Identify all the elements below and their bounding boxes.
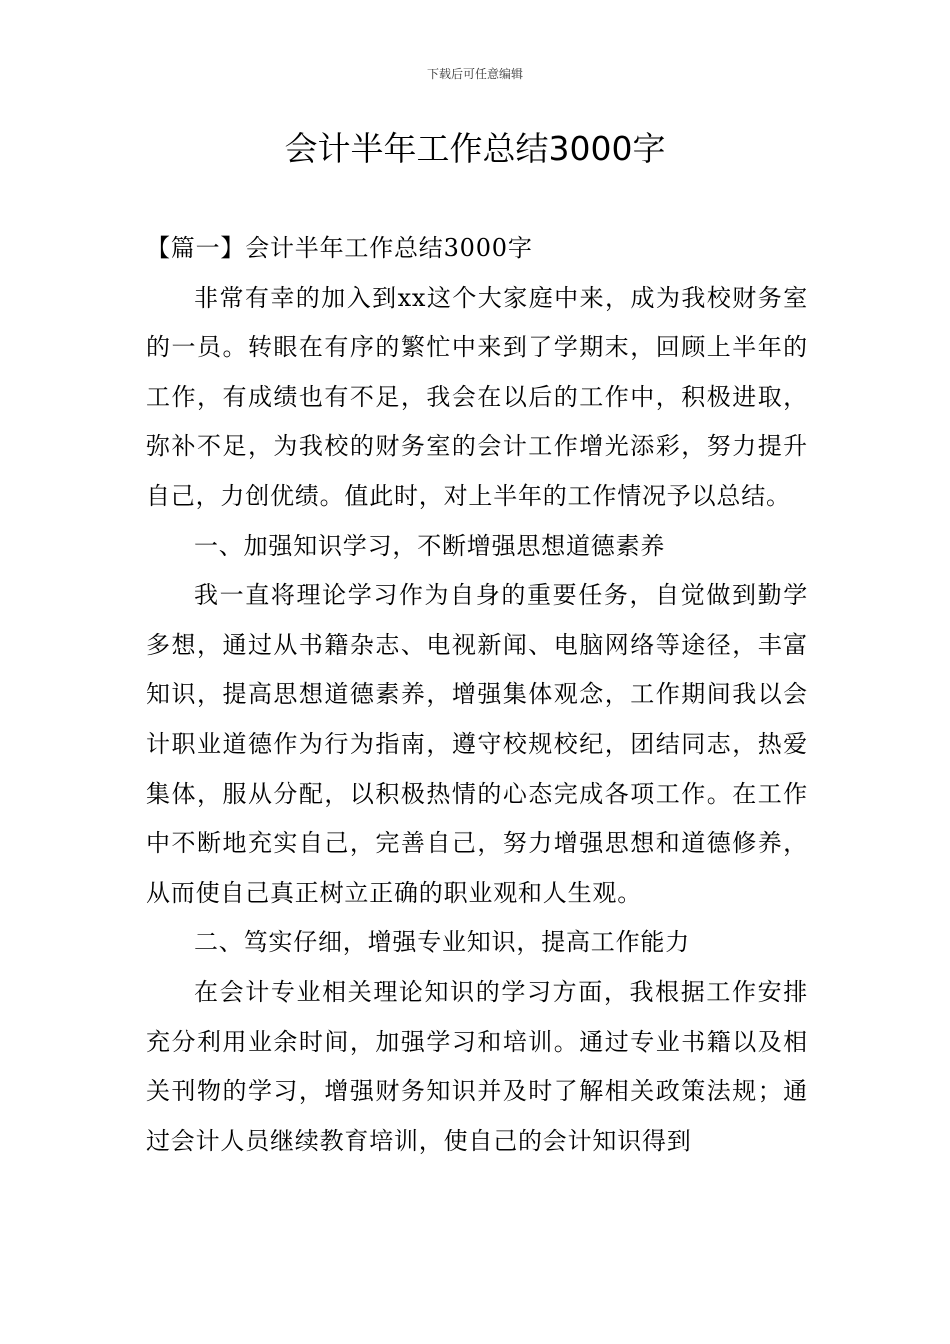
document-body <box>146 224 808 1166</box>
header-note: 下载后可任意编辑 <box>426 67 523 81</box>
paragraph-1: 我一直将理论学习作为自身的重要任务，自觉做到勤学多想，通过从书籍杂志、电视新闻、电脑网络等途径，丰富知识，提高思想道德素养，增强集体观念，工作期间我以会计职业道德作为行为指南，遵守校规校纪，团结同志，热爱集体，服从分配，以积极热情的心态完成各项工作。在工作中不断地充实自己，完善自己，努力增强思想和道德修养，从而使自己真正树立正确的职业观和人生观。 <box>146 581 808 907</box>
document-title: 会计半年工作总结3000字 <box>284 129 666 168</box>
section-heading-part-one: 【篇一】会计半年工作总结3000字 <box>146 234 533 262</box>
paragraph-intro: 非常有幸的加入到xx这个大家庭中来，成为我校财务室的一员。转眼在有序的繁忙中来到了学期末，回顾上半年的工作，有成绩也有不足，我会在以后的工作中，积极进取，弥补不足，为我校的财务室的会计工作增光添彩，努力提升自己，力创优绩。值此时，对上半年的工作情况予以总结。 <box>146 283 808 510</box>
paragraph-2: 在会计专业相关理论知识的学习方面，我根据工作安排充分利用业余时间，加强学习和培训。通过专业书籍以及相关刊物的学习，增强财务知识并及时了解相关政策法规；通过会计人员继续教育培训，使自己的会计知识得到 <box>146 977 808 1155</box>
section-heading-1: 一、加强知识学习，不断增强思想道德素养 <box>194 531 666 560</box>
section-heading-2: 二、笃实仔细，增强专业知识，提高工作能力 <box>194 928 690 957</box>
